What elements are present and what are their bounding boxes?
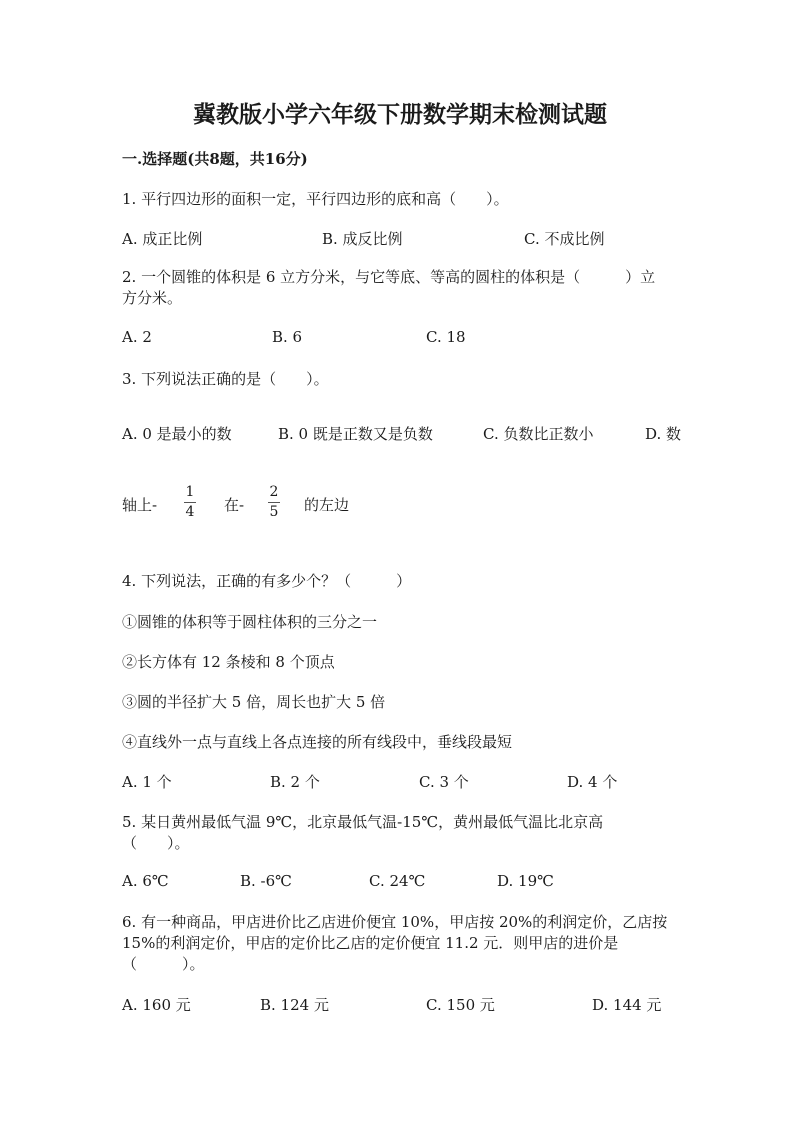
q2-option-b: B. 6 bbox=[272, 328, 303, 346]
q5-option-a: A. 6℃ bbox=[122, 872, 169, 890]
q1-option-b: B. 成反比例 bbox=[322, 230, 403, 248]
q6-option-a: A. 160 元 bbox=[122, 996, 191, 1014]
section-heading: 一.选择题(共8题，共16分) bbox=[122, 150, 308, 168]
q3-option-c: C. 负数比正数小 bbox=[483, 425, 594, 443]
q6-option-b: B. 124 元 bbox=[260, 996, 329, 1014]
q3-option-a: A. 0 是最小的数 bbox=[122, 425, 232, 443]
q3-option-d-suffix: 的左边 bbox=[304, 496, 350, 514]
fraction-2-bar bbox=[268, 502, 280, 503]
fraction-1-denominator: 4 bbox=[185, 504, 195, 520]
fraction-1-numerator: 1 bbox=[185, 484, 195, 500]
q4-statement-2: ②长方体有 12 条棱和 8 个顶点 bbox=[122, 653, 335, 671]
question-4-text: 4. 下列说法，正确的有多少个？（ ） bbox=[122, 572, 412, 590]
q6-option-d: D. 144 元 bbox=[592, 996, 662, 1014]
question-2-line2: 方分米。 bbox=[122, 289, 183, 307]
fraction-two-fifths bbox=[268, 484, 280, 521]
q4-statement-3: ③圆的半径扩大 5 倍，周长也扩大 5 倍 bbox=[122, 693, 386, 711]
q2-option-c: C. 18 bbox=[426, 328, 466, 346]
question-6-line3: （ ）。 bbox=[122, 955, 205, 973]
q3-option-d-middle: 在- bbox=[224, 496, 245, 514]
q3-option-d: D. 数 bbox=[645, 425, 682, 443]
q4-statement-4: ④直线外一点与直线上各点连接的所有线段中，垂线段最短 bbox=[122, 733, 513, 751]
q3-option-b: B. 0 既是正数又是负数 bbox=[278, 425, 433, 443]
fraction-2-numerator: 2 bbox=[269, 484, 279, 500]
q1-option-a: A. 成正比例 bbox=[122, 230, 203, 248]
fraction-1-bar bbox=[184, 502, 196, 503]
q2-option-a: A. 2 bbox=[122, 328, 152, 346]
q4-statement-1: ①圆锥的体积等于圆柱体积的三分之一 bbox=[122, 613, 378, 631]
q5-option-c: C. 24℃ bbox=[369, 872, 426, 890]
question-6-line2: 15%的利润定价，甲店的定价比乙店的定价便宜 11.2 元．则甲店的进价是 bbox=[122, 934, 619, 952]
q4-option-b: B. 2 个 bbox=[270, 773, 320, 791]
q5-option-b: B. -6℃ bbox=[240, 872, 292, 890]
page-title: 冀教版小学六年级下册数学期末检测试题 bbox=[193, 101, 607, 128]
question-6-line1: 6. 有一种商品，甲店进价比乙店进价便宜 10%，甲店按 20%的利润定价，乙店按 bbox=[122, 913, 668, 931]
fraction-one-quarter bbox=[184, 484, 196, 521]
q4-option-c: C. 3 个 bbox=[419, 773, 469, 791]
fraction-2-denominator: 5 bbox=[269, 504, 279, 520]
q4-option-a: A. 1 个 bbox=[122, 773, 172, 791]
q1-option-c: C. 不成比例 bbox=[524, 230, 605, 248]
question-3-text: 3. 下列说法正确的是（ ）。 bbox=[122, 370, 329, 388]
q5-option-d: D. 19℃ bbox=[497, 872, 554, 890]
question-1-text: 1. 平行四边形的面积一定，平行四边形的底和高（ ）。 bbox=[122, 190, 509, 208]
question-5-line1: 5. 某日黄州最低气温 9℃，北京最低气温-15℃，黄州最低气温比北京高 bbox=[122, 813, 604, 831]
q6-option-c: C. 150 元 bbox=[426, 996, 495, 1014]
question-2-line1: 2. 一个圆锥的体积是 6 立方分米，与它等底、等高的圆柱的体积是（ ）立 bbox=[122, 268, 656, 286]
question-5-line2: （ ）。 bbox=[122, 834, 190, 852]
q4-option-d: D. 4 个 bbox=[567, 773, 618, 791]
q3-option-d-prefix: 轴上- bbox=[122, 496, 158, 514]
